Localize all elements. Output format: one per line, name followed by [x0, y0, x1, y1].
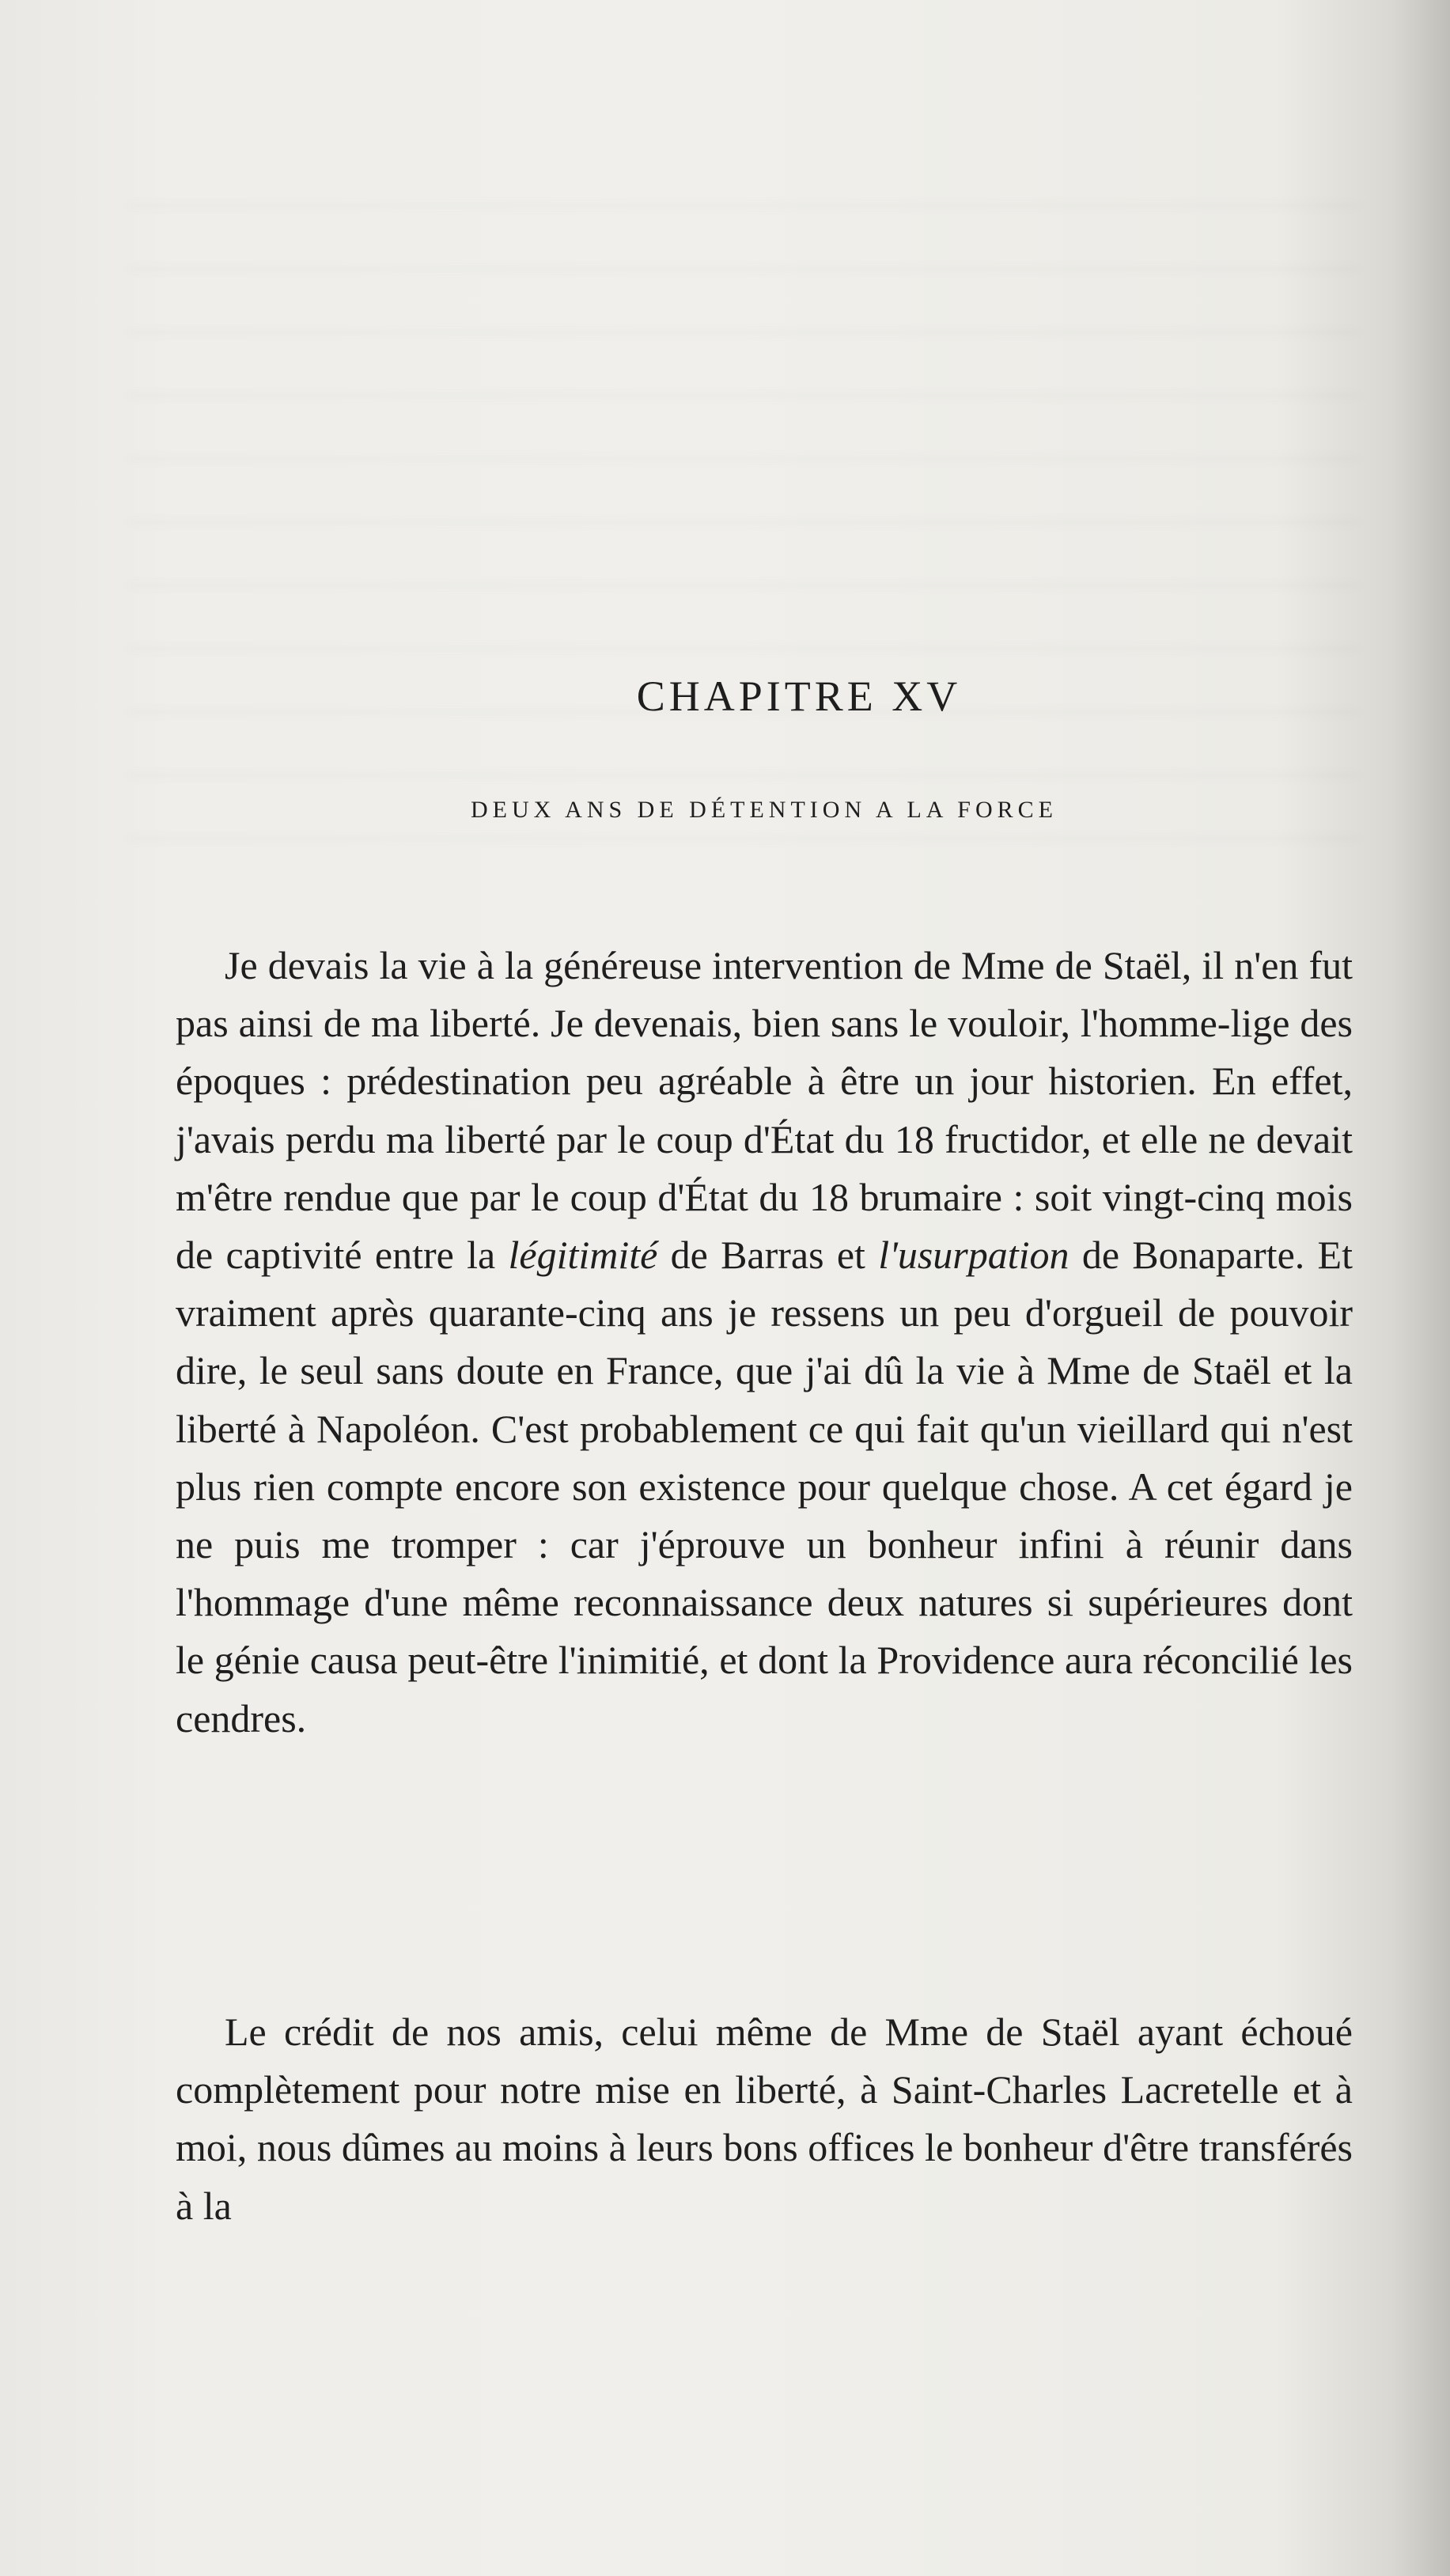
chapter-subtitle: DEUX ANS DE DÉTENTION A LA FORCE — [470, 797, 1058, 823]
paragraph-2: Le crédit de nos amis, celui même de Mme de Staël ayant échoué complètement pour notre mise en liberté, à Saint-Charles Lacretelle et à moi, nous dûmes au moins à leurs bons offices le bonheur d'être transférés à la — [176, 2010, 1353, 2228]
bleed-through-text — [127, 182, 1361, 878]
paragraph-1-part-1: Je devais la vie à la généreuse intervention de Mme de Staël, il n'en fut pas ainsi de ma liberté. Je devenais, bien sans le vouloir, l'homme-lige des époques : prédestination peu agréable à être un jour historien. En effet, j'avais perdu ma liberté par le coup d'État du 18 fructidor, et elle ne devait m'être rendue que par le coup d'État du 18 brumaire : soit vingt-cinq mois de captivité entre la — [176, 943, 1353, 1278]
paragraph-1-part-3: de Bonaparte. Et vraiment après quarante-cinq ans je ressens un peu d'orgueil de pouvoir dire, le seul sans doute en France, que j'ai dû la vie à Mme de Staël et la liberté à Napoléon. C'est probablement ce qui fait qu'un vieillard qui n'est plus rien compte encore son existence pour quelque chose. A cet égard je ne puis me tromper : car j'éprouve un bonheur infini à réunir dans l'hommage d'une même reconnaissance deux natures si supérieures dont le génie causa peut-être l'inimitié, et dont la Providence aura réconcilié les cendres. — [176, 1233, 1353, 1741]
paragraph-1 — [176, 937, 1353, 1748]
italic-legitimite: légitimité — [508, 1233, 658, 1278]
italic-usurpation: l'usurpation — [878, 1233, 1070, 1278]
paragraph-1-part-2: de Barras et — [657, 1233, 879, 1278]
chapter-title: CHAPITRE XV — [636, 672, 962, 720]
